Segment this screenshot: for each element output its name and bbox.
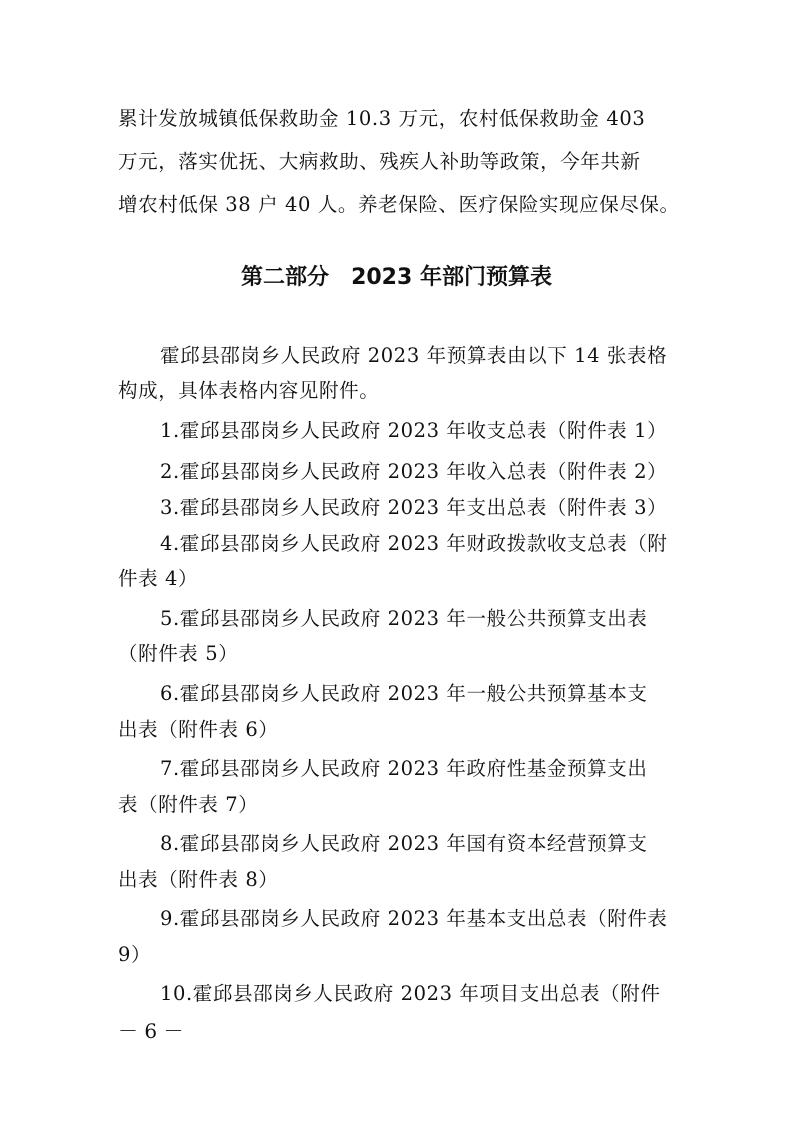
list-item-6-cont: 出表（附件表 6） <box>118 718 279 741</box>
list-item-7-cont: 表（附件表 7） <box>118 793 259 816</box>
list-item-2: 2.霍邱县邵岗乡人民政府 2023 年收入总表（附件表 2） <box>160 460 668 483</box>
list-item-4-cont: 件表 4） <box>118 567 199 590</box>
section-heading <box>0 263 793 293</box>
description-line: 构成，具体表格内容见附件。 <box>118 379 380 402</box>
section-part-label: 第二部分 <box>241 265 330 290</box>
list-item-1: 1.霍邱县邵岗乡人民政府 2023 年收支总表（附件表 1） <box>160 419 668 442</box>
list-item-5-cont: （附件表 5） <box>118 642 239 665</box>
page-number: － 6 － <box>118 1019 184 1043</box>
list-item-9-cont: 9） <box>118 943 152 966</box>
paragraph-line: 累计发放城镇低保救助金 10.3 万元，农村低保救助金 403 <box>118 107 646 130</box>
list-item-5: 5.霍邱县邵岗乡人民政府 2023 年一般公共预算支出表 <box>160 607 648 630</box>
list-item-3: 3.霍邱县邵岗乡人民政府 2023 年支出总表（附件表 3） <box>160 496 668 519</box>
paragraph-line: 万元，落实优抚、大病救助、残疾人补助等政策，今年共新 <box>118 150 641 173</box>
paragraph-line: 增农村低保 38 户 40 人。养老保险、医疗保险实现应保尽保。 <box>118 193 680 216</box>
list-item-7: 7.霍邱县邵岗乡人民政府 2023 年政府性基金预算支出 <box>160 757 648 780</box>
list-item-4: 4.霍邱县邵岗乡人民政府 2023 年财政拨款收支总表（附 <box>160 532 668 555</box>
list-item-8: 8.霍邱县邵岗乡人民政府 2023 年国有资本经营预算支 <box>160 832 648 855</box>
section-title: 2023 年部门预算表 <box>351 265 552 290</box>
list-item-9: 9.霍邱县邵岗乡人民政府 2023 年基本支出总表（附件表 <box>160 907 668 930</box>
list-item-8-cont: 出表（附件表 8） <box>118 868 279 891</box>
list-item-6: 6.霍邱县邵岗乡人民政府 2023 年一般公共预算基本支 <box>160 682 648 705</box>
description-line: 霍邱县邵岗乡人民政府 2023 年预算表由以下 14 张表格 <box>160 344 668 367</box>
list-item-10: 10.霍邱县邵岗乡人民政府 2023 年项目支出总表（附件 <box>160 982 661 1005</box>
